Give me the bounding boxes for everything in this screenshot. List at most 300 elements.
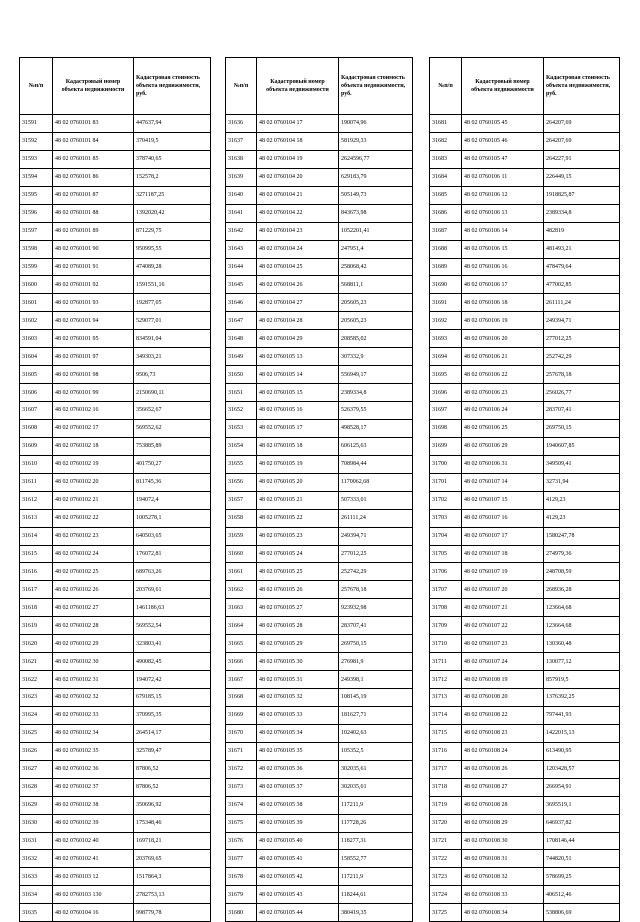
cadastral-number: 48 02 0760101 83 bbox=[53, 115, 134, 133]
cadastral-value: 117728,26 bbox=[339, 814, 413, 832]
table-row bbox=[226, 832, 413, 850]
cadastral-value: 406512,46 bbox=[544, 886, 620, 904]
row-number: 31692 bbox=[430, 312, 462, 330]
cadastral-number: 48 02 0760105 18 bbox=[257, 437, 339, 455]
table-row bbox=[430, 850, 620, 868]
cadastral-value: 349303,21 bbox=[134, 348, 211, 366]
table-row bbox=[430, 760, 620, 778]
cadastral-value: 247951,4 bbox=[339, 240, 413, 258]
cadastral-number: 48 02 0760102 21 bbox=[53, 491, 134, 509]
cadastral-value: 401750,27 bbox=[134, 455, 211, 473]
row-number: 31652 bbox=[226, 402, 257, 420]
cadastral-value: 277012,25 bbox=[339, 545, 413, 563]
table-row bbox=[20, 904, 211, 922]
table-row bbox=[226, 742, 413, 760]
cadastral-number: 48 02 0760101 84 bbox=[53, 132, 134, 150]
row-number: 31618 bbox=[20, 599, 53, 617]
row-number: 31705 bbox=[430, 545, 462, 563]
row-number: 31623 bbox=[20, 689, 53, 707]
cadastral-value: 569552,54 bbox=[134, 617, 211, 635]
table-row bbox=[20, 240, 211, 258]
table-row bbox=[226, 527, 413, 545]
table-row bbox=[20, 419, 211, 437]
row-number: 31711 bbox=[430, 653, 462, 671]
cadastral-number: 48 02 0760101 86 bbox=[53, 168, 134, 186]
cadastral-value: 2624596,77 bbox=[339, 150, 413, 168]
cadastral-value: 323803,41 bbox=[134, 635, 211, 653]
table-row bbox=[226, 222, 413, 240]
row-number: 31595 bbox=[20, 186, 53, 204]
cadastral-number: 48 02 0760105 24 bbox=[257, 545, 339, 563]
cadastral-value: 370419,5 bbox=[134, 132, 211, 150]
row-number: 31668 bbox=[226, 689, 257, 707]
table-row bbox=[430, 419, 620, 437]
cadastral-number: 48 02 0760107 20 bbox=[462, 581, 544, 599]
row-number: 31607 bbox=[20, 402, 53, 420]
row-number: 31649 bbox=[226, 348, 257, 366]
row-number: 31713 bbox=[430, 689, 462, 707]
cadastral-number: 48 02 0760107 15 bbox=[462, 491, 544, 509]
row-number: 31718 bbox=[430, 778, 462, 796]
cadastral-value: 350696,92 bbox=[134, 796, 211, 814]
table-row bbox=[430, 724, 620, 742]
cadastral-number: 48 02 0760104 24 bbox=[257, 240, 339, 258]
cadastral-value: 283707,41 bbox=[339, 617, 413, 635]
table-row bbox=[20, 724, 211, 742]
cadastral-table-2 bbox=[225, 57, 413, 922]
table-row bbox=[20, 115, 211, 133]
table-row bbox=[430, 671, 620, 689]
cadastral-number: 48 02 0760102 19 bbox=[53, 455, 134, 473]
cadastral-value: 277012,25 bbox=[544, 330, 620, 348]
cadastral-number: 48 02 0760104 21 bbox=[257, 186, 339, 204]
row-number: 31628 bbox=[20, 778, 53, 796]
table-row bbox=[226, 473, 413, 491]
table-row bbox=[430, 132, 620, 150]
cadastral-value: 1203428,57 bbox=[544, 760, 620, 778]
header-cadastral-number: Кадастровый номер объекта недвижимости bbox=[462, 58, 544, 115]
row-number: 31591 bbox=[20, 115, 53, 133]
row-number: 31625 bbox=[20, 724, 53, 742]
row-number: 31698 bbox=[430, 419, 462, 437]
cadastral-value: 105352,5 bbox=[339, 742, 413, 760]
table-row bbox=[20, 186, 211, 204]
cadastral-number: 48 02 0760106 14 bbox=[462, 222, 544, 240]
cadastral-number: 48 02 0760102 33 bbox=[53, 706, 134, 724]
row-number: 31682 bbox=[430, 132, 462, 150]
row-number: 31685 bbox=[430, 186, 462, 204]
cadastral-number: 48 02 0760106 20 bbox=[462, 330, 544, 348]
cadastral-number: 48 02 0760105 46 bbox=[462, 132, 544, 150]
cadastral-value: 261111,24 bbox=[339, 509, 413, 527]
row-number: 31612 bbox=[20, 491, 53, 509]
cadastral-number: 48 02 0760105 25 bbox=[257, 563, 339, 581]
cadastral-value: 1940607,85 bbox=[544, 437, 620, 455]
cadastral-number: 48 02 0760107 18 bbox=[462, 545, 544, 563]
row-number: 31689 bbox=[430, 258, 462, 276]
cadastral-value: 1052201,41 bbox=[339, 222, 413, 240]
table-row bbox=[430, 312, 620, 330]
row-number: 31614 bbox=[20, 527, 53, 545]
table-row bbox=[20, 635, 211, 653]
cadastral-value: 613490,95 bbox=[544, 742, 620, 760]
row-number: 31662 bbox=[226, 581, 257, 599]
row-number: 31712 bbox=[430, 671, 462, 689]
cadastral-number: 48 02 0760102 20 bbox=[53, 473, 134, 491]
cadastral-number: 48 02 0760107 19 bbox=[462, 563, 544, 581]
table-row bbox=[430, 168, 620, 186]
cadastral-number: 48 02 0760105 20 bbox=[257, 473, 339, 491]
table-row bbox=[20, 204, 211, 222]
row-number: 31594 bbox=[20, 168, 53, 186]
table-row bbox=[430, 742, 620, 760]
cadastral-value: 87806,52 bbox=[134, 778, 211, 796]
cadastral-number: 48 02 0760106 17 bbox=[462, 276, 544, 294]
row-number: 31704 bbox=[430, 527, 462, 545]
row-number: 31641 bbox=[226, 204, 257, 222]
row-number: 31709 bbox=[430, 617, 462, 635]
row-number: 31703 bbox=[430, 509, 462, 527]
table-row bbox=[20, 348, 211, 366]
row-number: 31655 bbox=[226, 455, 257, 473]
cadastral-value: 1170062,68 bbox=[339, 473, 413, 491]
cadastral-number: 48 02 0760101 95 bbox=[53, 330, 134, 348]
table-row bbox=[430, 366, 620, 384]
cadastral-value: 264207,69 bbox=[544, 132, 620, 150]
row-number: 31592 bbox=[20, 132, 53, 150]
cadastral-number: 48 02 0760102 29 bbox=[53, 635, 134, 653]
table-row bbox=[430, 150, 620, 168]
row-number: 31596 bbox=[20, 204, 53, 222]
row-number: 31723 bbox=[430, 868, 462, 886]
cadastral-value: 606125,63 bbox=[339, 437, 413, 455]
cadastral-number: 48 02 0760102 40 bbox=[53, 832, 134, 850]
cadastral-value: 998779,78 bbox=[134, 904, 211, 922]
cadastral-number: 48 02 0760101 92 bbox=[53, 276, 134, 294]
table-row bbox=[20, 384, 211, 402]
row-number: 31725 bbox=[430, 904, 462, 922]
row-number: 31674 bbox=[226, 796, 257, 814]
cadastral-number: 48 02 0760108 28 bbox=[462, 796, 544, 814]
cadastral-value: 1517864,3 bbox=[134, 868, 211, 886]
table-row bbox=[226, 796, 413, 814]
cadastral-value: 556949,17 bbox=[339, 366, 413, 384]
cadastral-number: 48 02 0760105 36 bbox=[257, 760, 339, 778]
table-row bbox=[226, 419, 413, 437]
cadastral-value: 248708,59 bbox=[544, 563, 620, 581]
table-row bbox=[430, 348, 620, 366]
cadastral-number: 48 02 0760104 23 bbox=[257, 222, 339, 240]
cadastral-value: 169718,21 bbox=[134, 832, 211, 850]
cadastral-number: 48 02 0760104 18 bbox=[257, 132, 339, 150]
row-number: 31606 bbox=[20, 384, 53, 402]
table-row bbox=[20, 132, 211, 150]
cadastral-number: 48 02 0760108 20 bbox=[462, 689, 544, 707]
table-row bbox=[20, 617, 211, 635]
cadastral-value: 4129,23 bbox=[544, 491, 620, 509]
table-row bbox=[226, 294, 413, 312]
row-number: 31611 bbox=[20, 473, 53, 491]
row-number: 31657 bbox=[226, 491, 257, 509]
cadastral-number: 48 02 0760105 35 bbox=[257, 742, 339, 760]
table-row bbox=[226, 778, 413, 796]
table-row bbox=[20, 437, 211, 455]
cadastral-value: 9506,73 bbox=[134, 366, 211, 384]
cadastral-value: 2389334,8 bbox=[339, 384, 413, 402]
cadastral-number: 48 02 0760105 34 bbox=[257, 724, 339, 742]
table-row bbox=[430, 689, 620, 707]
table-row bbox=[430, 115, 620, 133]
cadastral-number: 48 02 0760105 42 bbox=[257, 868, 339, 886]
row-number: 31697 bbox=[430, 402, 462, 420]
cadastral-number: 48 02 0760102 25 bbox=[53, 563, 134, 581]
cadastral-value: 269750,15 bbox=[544, 419, 620, 437]
header-cadastral-value: Кадастровая стоимость объекта недвижимости, руб. bbox=[339, 58, 413, 115]
cadastral-number: 48 02 0760105 43 bbox=[257, 886, 339, 904]
row-number: 31658 bbox=[226, 509, 257, 527]
cadastral-value: 264207,69 bbox=[544, 115, 620, 133]
cadastral-value: 474089,28 bbox=[134, 258, 211, 276]
cadastral-number: 48 02 0760107 17 bbox=[462, 527, 544, 545]
table-row bbox=[430, 402, 620, 420]
cadastral-number: 48 02 0760105 14 bbox=[257, 366, 339, 384]
row-number: 31643 bbox=[226, 240, 257, 258]
row-number: 31680 bbox=[226, 904, 257, 922]
header-cadastral-number: Кадастровый номер объекта недвижимости bbox=[53, 58, 134, 115]
cadastral-number: 48 02 0760108 31 bbox=[462, 850, 544, 868]
cadastral-value: 2389334,8 bbox=[544, 204, 620, 222]
table-row bbox=[226, 563, 413, 581]
row-number: 31693 bbox=[430, 330, 462, 348]
cadastral-value: 266954,91 bbox=[544, 778, 620, 796]
cadastral-value: 325789,47 bbox=[134, 742, 211, 760]
table-row bbox=[226, 186, 413, 204]
cadastral-value: 498528,17 bbox=[339, 419, 413, 437]
cadastral-value: 1005278,1 bbox=[134, 509, 211, 527]
cadastral-number: 48 02 0760104 26 bbox=[257, 276, 339, 294]
table-row bbox=[226, 204, 413, 222]
table-row bbox=[430, 491, 620, 509]
cadastral-number: 48 02 0760106 24 bbox=[462, 402, 544, 420]
header-number: №п/п bbox=[430, 58, 462, 115]
cadastral-value: 834591,04 bbox=[134, 330, 211, 348]
cadastral-number: 48 02 0760101 88 bbox=[53, 204, 134, 222]
cadastral-number: 48 02 0760105 37 bbox=[257, 778, 339, 796]
table-row bbox=[226, 402, 413, 420]
cadastral-number: 48 02 0760102 41 bbox=[53, 850, 134, 868]
cadastral-value: 447637,94 bbox=[134, 115, 211, 133]
table-row bbox=[20, 455, 211, 473]
table-row bbox=[430, 706, 620, 724]
row-number: 31722 bbox=[430, 850, 462, 868]
row-number: 31593 bbox=[20, 150, 53, 168]
cadastral-number: 48 02 0760105 44 bbox=[257, 904, 339, 922]
cadastral-value: 1422015,13 bbox=[544, 724, 620, 742]
row-number: 31672 bbox=[226, 760, 257, 778]
cadastral-number: 48 02 0760105 32 bbox=[257, 689, 339, 707]
cadastral-number: 48 02 0760108 33 bbox=[462, 886, 544, 904]
cadastral-value: 1580247,78 bbox=[544, 527, 620, 545]
table-row bbox=[430, 904, 620, 922]
cadastral-number: 48 02 0760101 87 bbox=[53, 186, 134, 204]
cadastral-value: 194072,42 bbox=[134, 671, 211, 689]
table-row bbox=[430, 527, 620, 545]
row-number: 31663 bbox=[226, 599, 257, 617]
cadastral-number: 48 02 0760101 97 bbox=[53, 348, 134, 366]
table-row bbox=[226, 706, 413, 724]
row-number: 31721 bbox=[430, 832, 462, 850]
row-number: 31622 bbox=[20, 671, 53, 689]
cadastral-value: 753885,89 bbox=[134, 437, 211, 455]
row-number: 31639 bbox=[226, 168, 257, 186]
cadastral-number: 48 02 0760102 31 bbox=[53, 671, 134, 689]
table-row bbox=[20, 742, 211, 760]
cadastral-number: 48 02 0760108 32 bbox=[462, 868, 544, 886]
row-number: 31656 bbox=[226, 473, 257, 491]
cadastral-value: 261111,24 bbox=[544, 294, 620, 312]
cadastral-number: 48 02 0760102 35 bbox=[53, 742, 134, 760]
cadastral-table-1 bbox=[19, 57, 211, 922]
table-row bbox=[430, 258, 620, 276]
cadastral-number: 48 02 0760106 22 bbox=[462, 366, 544, 384]
row-number: 31654 bbox=[226, 437, 257, 455]
row-number: 31724 bbox=[430, 886, 462, 904]
cadastral-number: 48 02 0760106 21 bbox=[462, 348, 544, 366]
cadastral-value: 2782753,13 bbox=[134, 886, 211, 904]
table-row bbox=[430, 222, 620, 240]
cadastral-number: 48 02 0760105 30 bbox=[257, 653, 339, 671]
cadastral-number: 48 02 0760102 24 bbox=[53, 545, 134, 563]
cadastral-value: 629183,79 bbox=[339, 168, 413, 186]
table-row bbox=[226, 904, 413, 922]
cadastral-value: 477002,85 bbox=[544, 276, 620, 294]
cadastral-value: 249394,71 bbox=[339, 527, 413, 545]
cadastral-number: 48 02 0760105 27 bbox=[257, 599, 339, 617]
row-number: 31631 bbox=[20, 832, 53, 850]
table-row bbox=[20, 706, 211, 724]
cadastral-number: 48 02 0760102 28 bbox=[53, 617, 134, 635]
cadastral-number: 48 02 0760108 29 bbox=[462, 814, 544, 832]
row-number: 31706 bbox=[430, 563, 462, 581]
row-number: 31633 bbox=[20, 868, 53, 886]
row-number: 31636 bbox=[226, 115, 257, 133]
header-cadastral-number: Кадастровый номер объекта недвижимости bbox=[257, 58, 339, 115]
cadastral-value: 117211,9 bbox=[339, 868, 413, 886]
cadastral-number: 48 02 0760102 18 bbox=[53, 437, 134, 455]
cadastral-value: 203769,65 bbox=[134, 850, 211, 868]
row-number: 31638 bbox=[226, 150, 257, 168]
cadastral-value: 257678,18 bbox=[544, 366, 620, 384]
row-number: 31681 bbox=[430, 115, 462, 133]
table-row bbox=[226, 635, 413, 653]
cadastral-number: 48 02 0760105 39 bbox=[257, 814, 339, 832]
cadastral-number: 48 02 0760101 90 bbox=[53, 240, 134, 258]
table-row bbox=[430, 294, 620, 312]
table-row bbox=[430, 653, 620, 671]
cadastral-number: 48 02 0760101 99 bbox=[53, 384, 134, 402]
cadastral-value: 274979,36 bbox=[544, 545, 620, 563]
cadastral-number: 48 02 0760105 13 bbox=[257, 348, 339, 366]
header-cadastral-value: Кадастровая стоимость объекта недвижимости, руб. bbox=[134, 58, 211, 115]
cadastral-value: 152578,2 bbox=[134, 168, 211, 186]
cadastral-value: 249398,1 bbox=[339, 671, 413, 689]
cadastral-number: 48 02 0760108 26 bbox=[462, 760, 544, 778]
row-number: 31651 bbox=[226, 384, 257, 402]
cadastral-number: 48 02 0760102 17 bbox=[53, 419, 134, 437]
row-number: 31620 bbox=[20, 635, 53, 653]
table-row bbox=[226, 653, 413, 671]
cadastral-value: 378740,65 bbox=[134, 150, 211, 168]
row-number: 31604 bbox=[20, 348, 53, 366]
table-row bbox=[430, 384, 620, 402]
cadastral-number: 48 02 0760105 17 bbox=[257, 419, 339, 437]
cadastral-value: 257678,18 bbox=[339, 581, 413, 599]
row-number: 31720 bbox=[430, 814, 462, 832]
table-row bbox=[20, 671, 211, 689]
cadastral-number: 48 02 0760101 89 bbox=[53, 222, 134, 240]
table-row bbox=[20, 886, 211, 904]
cadastral-value: 276981,9 bbox=[339, 653, 413, 671]
cadastral-value: 194072,4 bbox=[134, 491, 211, 509]
cadastral-number: 48 02 0760102 27 bbox=[53, 599, 134, 617]
table-row bbox=[430, 814, 620, 832]
cadastral-value: 797441,93 bbox=[544, 706, 620, 724]
cadastral-value: 689763,26 bbox=[134, 563, 211, 581]
cadastral-number: 48 02 0760108 22 bbox=[462, 706, 544, 724]
row-number: 31664 bbox=[226, 617, 257, 635]
row-number: 31707 bbox=[430, 581, 462, 599]
row-number: 31617 bbox=[20, 581, 53, 599]
cadastral-number: 48 02 0760104 27 bbox=[257, 294, 339, 312]
cadastral-number: 48 02 0760104 28 bbox=[257, 312, 339, 330]
cadastral-number: 48 02 0760104 17 bbox=[257, 115, 339, 133]
table-row bbox=[430, 868, 620, 886]
cadastral-value: 950995,55 bbox=[134, 240, 211, 258]
cadastral-number: 48 02 0760102 30 bbox=[53, 653, 134, 671]
cadastral-value: 529077,01 bbox=[134, 312, 211, 330]
table-row bbox=[430, 581, 620, 599]
table-row bbox=[20, 150, 211, 168]
table-row bbox=[20, 760, 211, 778]
cadastral-number: 48 02 0760105 40 bbox=[257, 832, 339, 850]
table-row bbox=[20, 509, 211, 527]
cadastral-value: 205605,23 bbox=[339, 294, 413, 312]
cadastral-number: 48 02 0760105 38 bbox=[257, 796, 339, 814]
row-number: 31715 bbox=[430, 724, 462, 742]
row-number: 31644 bbox=[226, 258, 257, 276]
table-row bbox=[20, 545, 211, 563]
cadastral-number: 48 02 0760106 31 bbox=[462, 455, 544, 473]
cadastral-value: 268936,28 bbox=[544, 581, 620, 599]
row-number: 31678 bbox=[226, 868, 257, 886]
table-row bbox=[226, 366, 413, 384]
table-row bbox=[226, 150, 413, 168]
cadastral-value: 811745,36 bbox=[134, 473, 211, 491]
cadastral-number: 48 02 0760102 38 bbox=[53, 796, 134, 814]
cadastral-value: 123664,68 bbox=[544, 617, 620, 635]
cadastral-number: 48 02 0760104 25 bbox=[257, 258, 339, 276]
table-row bbox=[430, 473, 620, 491]
cadastral-number: 48 02 0760107 14 bbox=[462, 473, 544, 491]
table-row bbox=[20, 832, 211, 850]
cadastral-value: 32731,94 bbox=[544, 473, 620, 491]
cadastral-table-3 bbox=[429, 57, 620, 922]
row-number: 31621 bbox=[20, 653, 53, 671]
row-number: 31619 bbox=[20, 617, 53, 635]
table-row bbox=[20, 491, 211, 509]
table-row bbox=[20, 868, 211, 886]
cadastral-number: 48 02 0760106 23 bbox=[462, 384, 544, 402]
